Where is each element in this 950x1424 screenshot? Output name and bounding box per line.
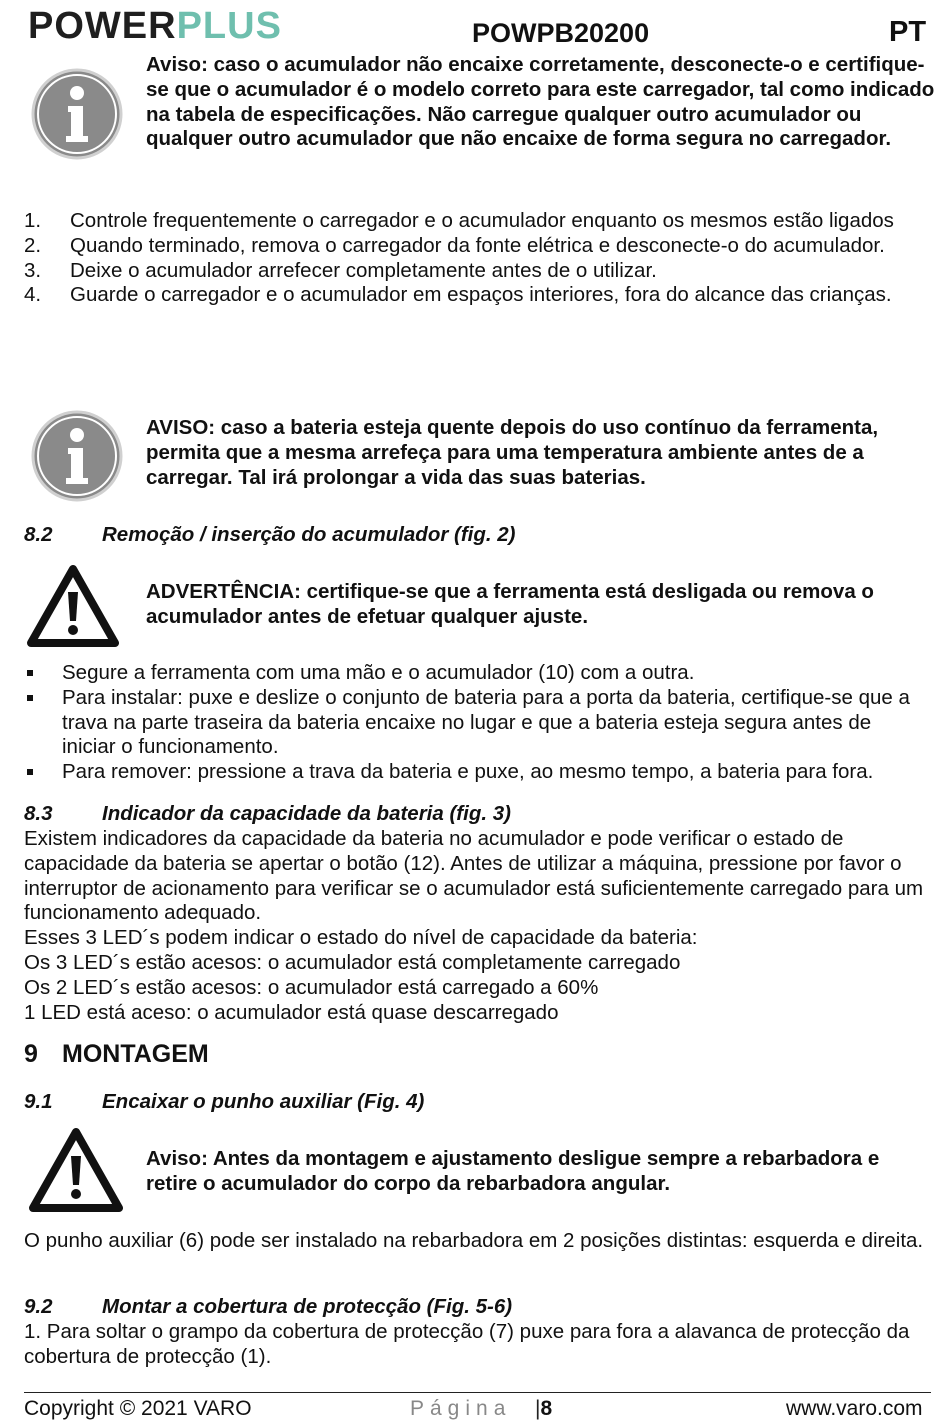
- bullet-text: Para remover: pressione a trava da bateria e puxe, ao mesmo tempo, a bateria para fora.: [62, 760, 874, 784]
- warning-switch-off: ADVERTÊNCIA: certifique-se que a ferramenta está desligada ou remova o acumulador antes de efetuar qualquer ajuste.: [146, 580, 874, 628]
- logo-part-power: POWER: [28, 5, 177, 47]
- list-item: [24, 259, 904, 284]
- website-link[interactable]: www.varo.com: [786, 1397, 923, 1420]
- charging-steps-list: [24, 209, 904, 308]
- page-number-value: 8: [540, 1397, 553, 1420]
- section-title: Remoção / inserção do acumulador (fig. 2): [102, 523, 516, 546]
- section-heading-8-3: [24, 802, 511, 827]
- section-number: 8.3: [24, 802, 53, 825]
- page-number: [535, 1397, 552, 1421]
- step-text: Controle frequentemente o carregador e o acumulador enquanto os mesmos estão ligados: [70, 209, 894, 232]
- info-icon: [30, 66, 124, 162]
- list-item: [24, 209, 904, 234]
- capacity-paragraph: [24, 827, 929, 1025]
- section-number: 9.2: [24, 1295, 53, 1318]
- warning-triangle-icon: [26, 564, 120, 648]
- step-text: Deixe o acumulador arrefecer completamente antes de o utilizar.: [70, 258, 657, 282]
- aux-handle-paragraph: O punho auxiliar (6) pode ser instalado na rebarbadora em 2 posições distintas: esquerda e direita.: [24, 1229, 924, 1252]
- list-item: [24, 283, 904, 308]
- section-title: Encaixar o punho auxiliar (Fig. 4): [102, 1090, 425, 1113]
- bullet-text: Para instalar: puxe e deslize o conjunto de bateria para a porta da bateria, certifique-se que a trava na parte traseira da bateria encaixe no lugar e que a bateria esteja segura antes de iniciar o funcionamento.: [62, 685, 910, 759]
- list-item: [24, 234, 904, 259]
- guard-paragraph: 1. Para soltar o grampo da cobertura de protecção (7) puxe para fora a alavanca de protecção da cobertura de protecção (1).: [24, 1320, 910, 1368]
- list-item: [24, 661, 924, 686]
- list-item: [24, 760, 924, 785]
- footer-divider: [24, 1392, 931, 1393]
- page-label: Página: [410, 1397, 512, 1420]
- chapter-number: 9: [24, 1040, 38, 1068]
- language-code: PT: [889, 16, 927, 48]
- copyright-text: Copyright © 2021 VARO: [24, 1397, 252, 1420]
- paragraph-line: Existem indicadores da capacidade da bateria no acumulador e pode verificar o estado de capacidade da bateria se apertar o botão (12). Antes de utilizar a máquina, pressione por favor o interruptor de acionamento para verificar se o acumulador está suficientemente carregado para um funcionamento adequado.: [24, 827, 924, 925]
- bullet-marker: [27, 695, 33, 701]
- step-number: 1.: [24, 209, 42, 232]
- step-text: Guarde o carregador e o acumulador em espaços interiores, fora do alcance das crianças.: [70, 283, 892, 307]
- section-heading-9-2: [24, 1295, 512, 1320]
- brand-logo: [28, 4, 282, 48]
- notice-battery-hot: AVISO: caso a bateria esteja quente depois do uso contínuo da ferramenta, permita que a mesma arrefeça para uma temperatura ambiente antes de a carregar. Tal irá prolongar a vida das suas baterias.: [146, 416, 879, 489]
- section-heading-8-2: [24, 523, 516, 548]
- paragraph-line: Esses 3 LED´s podem indicar o estado do nível de capacidade da bateria:: [24, 926, 698, 950]
- section-number: 8.2: [24, 523, 53, 546]
- section-title: Montar a cobertura de protecção (Fig. 5-6): [102, 1295, 513, 1318]
- model-number: POWPB20200: [472, 18, 650, 48]
- step-number: 3.: [24, 258, 42, 282]
- battery-bullets-list: [24, 661, 924, 785]
- paragraph-line: Os 3 LED´s estão acesos: o acumulador está completamente carregado: [24, 950, 681, 974]
- warning-triangle-icon: [28, 1127, 124, 1213]
- chapter-title: MONTAGEM: [62, 1040, 209, 1068]
- chapter-heading-9: [24, 1040, 209, 1069]
- section-title: Indicador da capacidade da bateria (fig. 3): [102, 802, 511, 825]
- paragraph-line: Os 2 LED´s estão acesos: o acumulador está carregado a 60%: [24, 975, 599, 999]
- bullet-marker: [27, 670, 33, 676]
- info-icon: [30, 408, 124, 504]
- step-text: Quando terminado, remova o carregador da fonte elétrica e desconecte-o do acumulador.: [70, 233, 885, 257]
- page-separator: |: [535, 1397, 541, 1420]
- bullet-text: Segure a ferramenta com uma mão e o acumulador (10) com a outra.: [62, 661, 695, 684]
- section-number: 9.1: [24, 1090, 53, 1113]
- warning-before-assembly: Aviso: Antes da montagem e ajustamento desligue sempre a rebarbadora e retire o acumulador do corpo da rebarbadora angular.: [146, 1147, 880, 1195]
- notice-battery-fit: Aviso: caso o acumulador não encaixe corretamente, desconecte-o e certifique-se que o acumulador é o modelo correto para este carregador, tal como indicado na tabela de especificações. Não carregue qualquer outro acumulador ou qualquer outro acumulador que não encaixe de forma segura no carregador.: [146, 53, 935, 151]
- step-number: 4.: [24, 283, 42, 307]
- paragraph-line: 1 LED está aceso: o acumulador está quase descarregado: [24, 1000, 559, 1024]
- list-item: [24, 686, 924, 760]
- bullet-marker: [27, 769, 33, 775]
- logo-part-plus: PLUS: [176, 5, 282, 47]
- section-heading-9-1: [24, 1090, 424, 1115]
- step-number: 2.: [24, 233, 42, 257]
